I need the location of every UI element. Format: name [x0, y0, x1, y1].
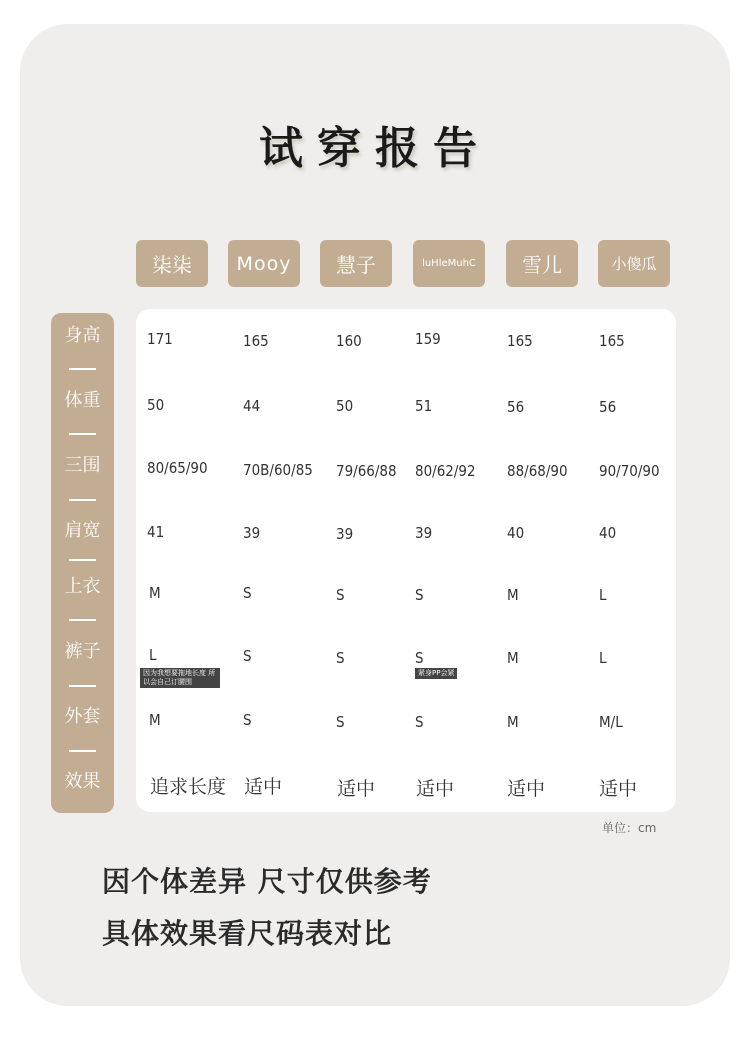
pants-note: 因为我想要拖地长度 所以会自己订腰围 [140, 668, 220, 688]
top-size-cell: S [415, 586, 424, 604]
divider [69, 619, 96, 621]
pants-size-cell: S [243, 647, 252, 665]
effect-cell: 适中 [416, 778, 455, 800]
divider [69, 559, 96, 561]
shoulder-cell: 39 [336, 525, 354, 543]
top-size-cell: L [599, 586, 607, 604]
divider [69, 685, 96, 687]
data-panel [136, 309, 676, 812]
measurements-cell: 80/65/90 [147, 459, 208, 477]
attr-label-coat: 外套 [64, 706, 101, 727]
divider [69, 368, 96, 370]
height-cell: 159 [415, 330, 441, 348]
shoulder-cell: 39 [243, 524, 261, 542]
measurements-cell: 79/66/88 [336, 462, 397, 480]
attr-label-height: 身高 [64, 325, 101, 346]
shoulder-cell: 41 [147, 523, 165, 541]
model-tag-4: luHleMuhC [413, 240, 485, 287]
coat-size-cell: S [415, 713, 424, 731]
coat-size-cell: S [336, 713, 345, 731]
page-title: 试穿报告 [259, 123, 491, 174]
effect-cell: 适中 [337, 778, 376, 800]
pants-size-cell: L [599, 649, 607, 667]
height-cell: 171 [147, 330, 173, 348]
pants-size-cell: S [336, 649, 345, 667]
pants-note: 紧身PP会紧 [415, 668, 457, 679]
coat-size-cell: M [149, 711, 161, 729]
attr-label-weight: 体重 [64, 390, 101, 411]
footer-disclaimer: 因个体差异 尺寸仅供参考 [102, 865, 432, 898]
model-tag-3: 慧子 [320, 240, 392, 287]
effect-cell: 适中 [599, 778, 638, 800]
footer-note: 具体效果看尺码表对比 [102, 917, 393, 950]
height-cell: 165 [599, 332, 625, 350]
model-tag-5: 雪儿 [506, 240, 578, 287]
pants-size-cell: S [415, 649, 424, 667]
divider [69, 499, 96, 501]
pants-size-cell: L [149, 646, 157, 664]
top-size-cell: M [507, 586, 519, 604]
height-cell: 165 [243, 332, 269, 350]
effect-cell: 适中 [244, 776, 283, 798]
measurements-cell: 70B/60/85 [243, 461, 313, 479]
weight-cell: 56 [507, 398, 525, 416]
height-cell: 160 [336, 332, 362, 350]
weight-cell: 56 [599, 398, 617, 416]
model-tag-1: 柒柒 [136, 240, 208, 287]
coat-size-cell: S [243, 711, 252, 729]
weight-cell: 50 [147, 396, 165, 414]
attr-label-effect: 效果 [64, 771, 101, 792]
unit-label: 单位：cm [602, 821, 657, 835]
measurements-cell: 80/62/92 [415, 462, 476, 480]
shoulder-cell: 40 [507, 524, 525, 542]
top-size-cell: S [243, 584, 252, 602]
top-size-cell: M [149, 584, 161, 602]
divider [69, 750, 96, 752]
attr-label-shoulder: 肩宽 [64, 520, 101, 541]
weight-cell: 51 [415, 397, 433, 415]
effect-cell: 追求长度 [150, 776, 227, 798]
effect-cell: 适中 [507, 778, 546, 800]
measurements-cell: 88/68/90 [507, 462, 568, 480]
shoulder-cell: 40 [599, 524, 617, 542]
model-tag-6: 小傻瓜 [598, 240, 670, 287]
divider [69, 433, 96, 435]
attr-label-measurements: 三围 [64, 455, 101, 476]
height-cell: 165 [507, 332, 533, 350]
attribute-sidebar [51, 313, 114, 813]
coat-size-cell: M [507, 713, 519, 731]
coat-size-cell: M/L [599, 713, 623, 731]
weight-cell: 50 [336, 397, 354, 415]
shoulder-cell: 39 [415, 524, 433, 542]
top-size-cell: S [336, 586, 345, 604]
measurements-cell: 90/70/90 [599, 462, 660, 480]
attr-label-pants: 裤子 [64, 641, 101, 662]
model-tag-2: Mooy [228, 240, 300, 287]
weight-cell: 44 [243, 397, 261, 415]
attr-label-top: 上衣 [64, 576, 101, 597]
pants-size-cell: M [507, 649, 519, 667]
